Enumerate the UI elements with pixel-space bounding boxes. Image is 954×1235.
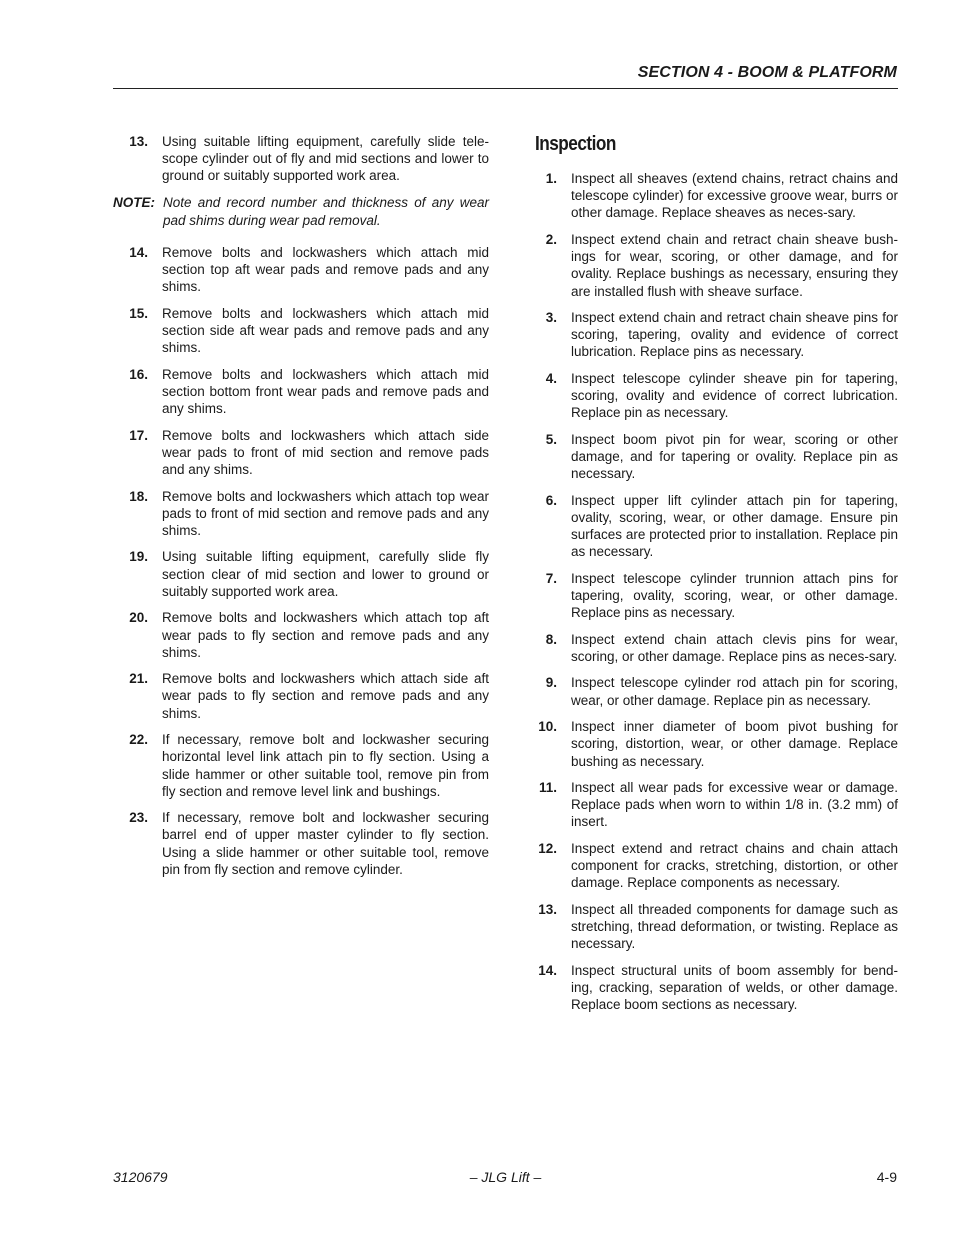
- step-number: 23.: [129, 810, 148, 826]
- procedure-step: [535, 962, 898, 1014]
- step-number: 1.: [545, 171, 557, 186]
- procedure-step: [113, 305, 489, 357]
- procedure-step: [113, 427, 489, 479]
- step-number: 13.: [129, 134, 148, 149]
- step-text: Inspect all threaded components for damage such as stretching, thread deformation, or twisting. Replace as necessary.: [571, 901, 898, 952]
- step-text: Inspect all wear pads for excessive wear or damage. Replace pads when worn to within 1/8 in. (3.2 mm) of insert.: [571, 780, 898, 830]
- procedure-step: [535, 779, 898, 831]
- procedure-step: [535, 492, 898, 561]
- procedure-step: [535, 170, 898, 222]
- header-divider: [113, 88, 898, 89]
- procedure-step: [113, 670, 489, 722]
- step-text: Using suitable lifting equipment, carefully slide tele-scope cylinder out of fly and mid sections and lower to ground or suitably supported work area.: [162, 134, 489, 184]
- step-text: Inspect extend and retract chains and chain attach component for cracks, stretching, distortion, or other damage. Replace components as necessary.: [571, 840, 898, 891]
- procedure-step: [113, 609, 489, 661]
- procedure-step: [535, 431, 898, 483]
- step-text: Inspect upper lift cylinder attach pin for tapering, ovality, scoring, wear, or other damage. Ensure pin surfaces are protected prior to installation. Replace pin as necessary.: [571, 492, 898, 560]
- procedure-step: [113, 244, 489, 296]
- procedure-step: [113, 366, 489, 418]
- note-text: Note and record number and thickness of any wear pad shims during wear pad removal.: [163, 194, 489, 228]
- footer-page-number: 4-9: [876, 1169, 897, 1185]
- step-number: 2.: [545, 231, 557, 247]
- section-header-title: SECTION 4 - BOOM & PLATFORM: [637, 64, 897, 81]
- step-number: 16.: [129, 366, 148, 382]
- step-number: 14.: [538, 962, 557, 978]
- step-number: 18.: [129, 488, 148, 504]
- step-number: 17.: [129, 427, 148, 443]
- step-number: 20.: [129, 610, 148, 626]
- inspection-step-list: [535, 170, 898, 1013]
- step-text: Inspect structural units of boom assembly for bend-ing, cracking, separation of welds, or other damage. Replace boom sections as necessary.: [571, 962, 898, 1013]
- procedure-step: [113, 731, 489, 800]
- step-text: If necessary, remove bolt and lockwasher securing horizontal level link attach pin to fly section. Using a slide hammer or other suitable tool, remove pin from fly section and remove level link and bushings.: [162, 732, 489, 799]
- step-text: Inspect extend chain and retract chain sheave bush-ings for wear, scoring, or other damage, and for ovality. Replace bushings as necessary, ensuring they are installed flush with sheave surface.: [571, 231, 898, 299]
- step-number: 12.: [538, 840, 557, 856]
- procedure-step: [113, 809, 489, 878]
- procedure-step: [535, 718, 898, 770]
- right-column: [535, 131, 898, 1023]
- procedure-step: [113, 133, 489, 185]
- step-text: Inspect boom pivot pin for wear, scoring or other damage, and for tapering or ovality. Replace pin as necessary.: [571, 431, 898, 482]
- step-number: 5.: [545, 431, 557, 447]
- procedure-step: [113, 488, 489, 540]
- procedure-step: [535, 309, 898, 361]
- step-text: If necessary, remove bolt and lockwasher securing barrel end of upper master cylinder to fly section. Using a slide hammer or other suitable tool, remove pin from fly section and remove cylinder.: [162, 810, 489, 877]
- step-number: 4.: [545, 370, 557, 386]
- procedure-step: [535, 631, 898, 665]
- step-number: 10.: [538, 719, 557, 735]
- footer-doc-number: 3120679: [113, 1169, 168, 1185]
- note-block: [113, 194, 489, 230]
- step-number: 14.: [129, 244, 148, 260]
- step-text: Using suitable lifting equipment, carefully slide fly section clear of mid section and lower to ground or suitably supported work area.: [162, 549, 489, 599]
- inspection-heading: Inspection: [535, 133, 616, 155]
- procedure-step: [535, 231, 898, 300]
- procedure-step: [535, 901, 898, 953]
- step-text: Remove bolts and lockwashers which attach mid section top aft wear pads and remove pads and any shims.: [162, 244, 489, 295]
- step-text: Remove bolts and lockwashers which attach top aft wear pads to fly section and remove pads and any shims.: [162, 610, 489, 660]
- step-text: Remove bolts and lockwashers which attach mid section side aft wear pads and remove pads and any shims.: [162, 305, 489, 356]
- step-number: 19.: [129, 549, 148, 565]
- step-text: Remove bolts and lockwashers which attach side wear pads to front of mid section and remove pads and any shims.: [162, 427, 489, 478]
- step-number: 8.: [545, 631, 557, 647]
- step-text: Inspect extend chain and retract chain sheave pins for scoring, tapering, ovality and evidence of correct lubrication. Replace pins as necessary.: [571, 310, 898, 360]
- step-number: 22.: [129, 732, 148, 748]
- step-number: 9.: [545, 675, 557, 691]
- step-text: Remove bolts and lockwashers which attach mid section bottom front wear pads and remove pads and any shims.: [162, 366, 489, 417]
- footer-publisher: – JLG Lift –: [469, 1169, 542, 1185]
- step-number: 3.: [545, 310, 557, 326]
- procedure-step: [113, 548, 489, 600]
- procedure-step: [535, 674, 898, 708]
- step-text: Inspect all sheaves (extend chains, retract chains and telescope cylinder) for excessive groove wear, burrs or other damage. Replace sheaves as neces-sary.: [571, 171, 898, 221]
- step-text: Inspect telescope cylinder sheave pin for tapering, scoring, ovality and evidence of correct lubrication. Replace pin as necessary.: [571, 370, 898, 421]
- note-label: NOTE:: [113, 194, 155, 210]
- step-text: Remove bolts and lockwashers which attach top wear pads to front of mid section and remove pads and any shims.: [162, 488, 489, 538]
- procedure-step: [535, 370, 898, 422]
- step-text: Inspect telescope cylinder rod attach pin for scoring, wear, or other damage. Replace pin as necessary.: [571, 675, 898, 708]
- step-list-before-note: [113, 133, 489, 185]
- step-number: 13.: [538, 901, 557, 917]
- step-number: 7.: [545, 570, 557, 586]
- step-text: Inspect telescope cylinder trunnion attach pins for tapering, ovality, scoring, wear, or other damage. Replace pins as necessary.: [571, 570, 898, 621]
- step-number: 11.: [538, 780, 557, 796]
- step-number: 15.: [129, 305, 148, 321]
- left-column: [113, 133, 489, 887]
- step-number: 21.: [129, 671, 148, 687]
- step-text: Remove bolts and lockwashers which attach side aft wear pads to fly section and remove pads and any shims.: [162, 671, 489, 721]
- step-list-after-note: [113, 244, 489, 878]
- procedure-step: [535, 570, 898, 622]
- step-text: Inspect inner diameter of boom pivot bushing for scoring, distortion, wear, or other damage. Replace bushing as necessary.: [571, 719, 898, 769]
- step-number: 6.: [545, 492, 557, 508]
- step-text: Inspect extend chain attach clevis pins for wear, scoring, or other damage. Replace pins as neces-sary.: [571, 631, 898, 664]
- procedure-step: [535, 840, 898, 892]
